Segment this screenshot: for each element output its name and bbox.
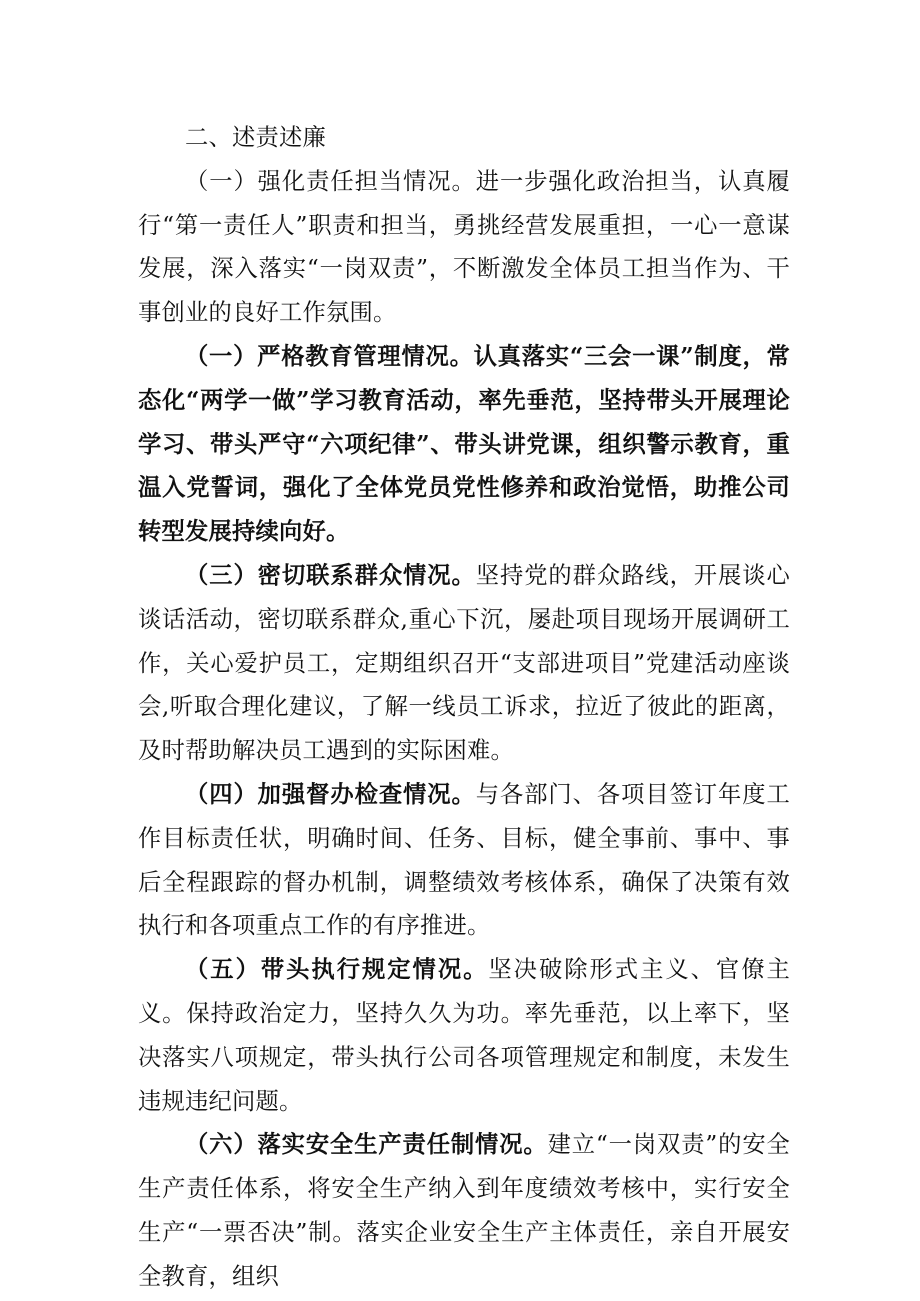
- paragraph-body: 进一步强化政治担当，认真履行“第一责任人”职责和担当，勇挑经营发展重担，一心一意谋发展，深入落实“一岗双责”，不断激发全体员工担当作为、干事创业的良好工作氛围。: [138, 167, 790, 327]
- paragraph-body: 认真落实“三会一课”制度，常态化“两学一做”学习教育活动，率先垂范，坚持带头开展理论学习、带头严守“六项纪律”、带头讲党课，组织警示教育，重温入党誓词，强化了全体党员党性修养和政治觉悟，助推公司转型发展持续向好。: [138, 342, 790, 546]
- paragraph-body: 坚持党的群众路线，开展谈心谈话活动，密切联系群众,重心下沉，屡赴项目现场开展调研工作，关心爱护员工，定期组织召开“支部进项目”党建活动座谈会,听取合理化建议，了解一线员工诉求，拉近了彼此的距离，及时帮助解决员工遇到的实际困难。: [138, 561, 790, 765]
- paragraph-body: 与各部门、各项目签订年度工作目标责任状，明确时间、任务、目标，健全事前、事中、事后全程跟踪的督办机制，调整绩效考核体系，确保了决策有效执行和各项重点工作的有序推进。: [138, 780, 790, 940]
- paragraph-regulations: [138, 948, 790, 1123]
- paragraph-lead: （一）严格教育管理情况。: [185, 342, 474, 370]
- paragraph-responsibility: [138, 160, 790, 335]
- paragraph-supervision: [138, 773, 790, 948]
- paragraph-lead: （六）落实安全生产责任制情况。: [185, 1131, 548, 1159]
- paragraph-safety-production: [138, 1123, 790, 1298]
- paragraph-education-management: [138, 335, 790, 554]
- paragraph-lead: （一）强化责任担当情况。: [185, 167, 476, 195]
- document-body: [138, 116, 790, 1299]
- paragraph-lead: （五）带头执行规定情况。: [185, 956, 489, 984]
- paragraph-lead: （四）加强督办检查情况。: [185, 780, 476, 808]
- paragraph-mass-contact: [138, 554, 790, 773]
- paragraph-body: 坚决破除形式主义、官僚主义。保持政治定力，坚持久久为功。率先垂范，以上率下，坚决落实八项规定，带头执行公司各项管理规定和制度，未发生违规违纪问题。: [138, 956, 790, 1115]
- paragraph-lead: （三）密切联系群众情况。: [185, 561, 476, 589]
- section-heading: 二、述责述廉: [185, 124, 326, 151]
- paragraph-body: 建立“一岗双责”的安全生产责任体系，将安全生产纳入到年度绩效考核中，实行安全生产“一票否决”制。落实企业安全生产主体责任，亲自开展安全教育，组织: [138, 1131, 790, 1290]
